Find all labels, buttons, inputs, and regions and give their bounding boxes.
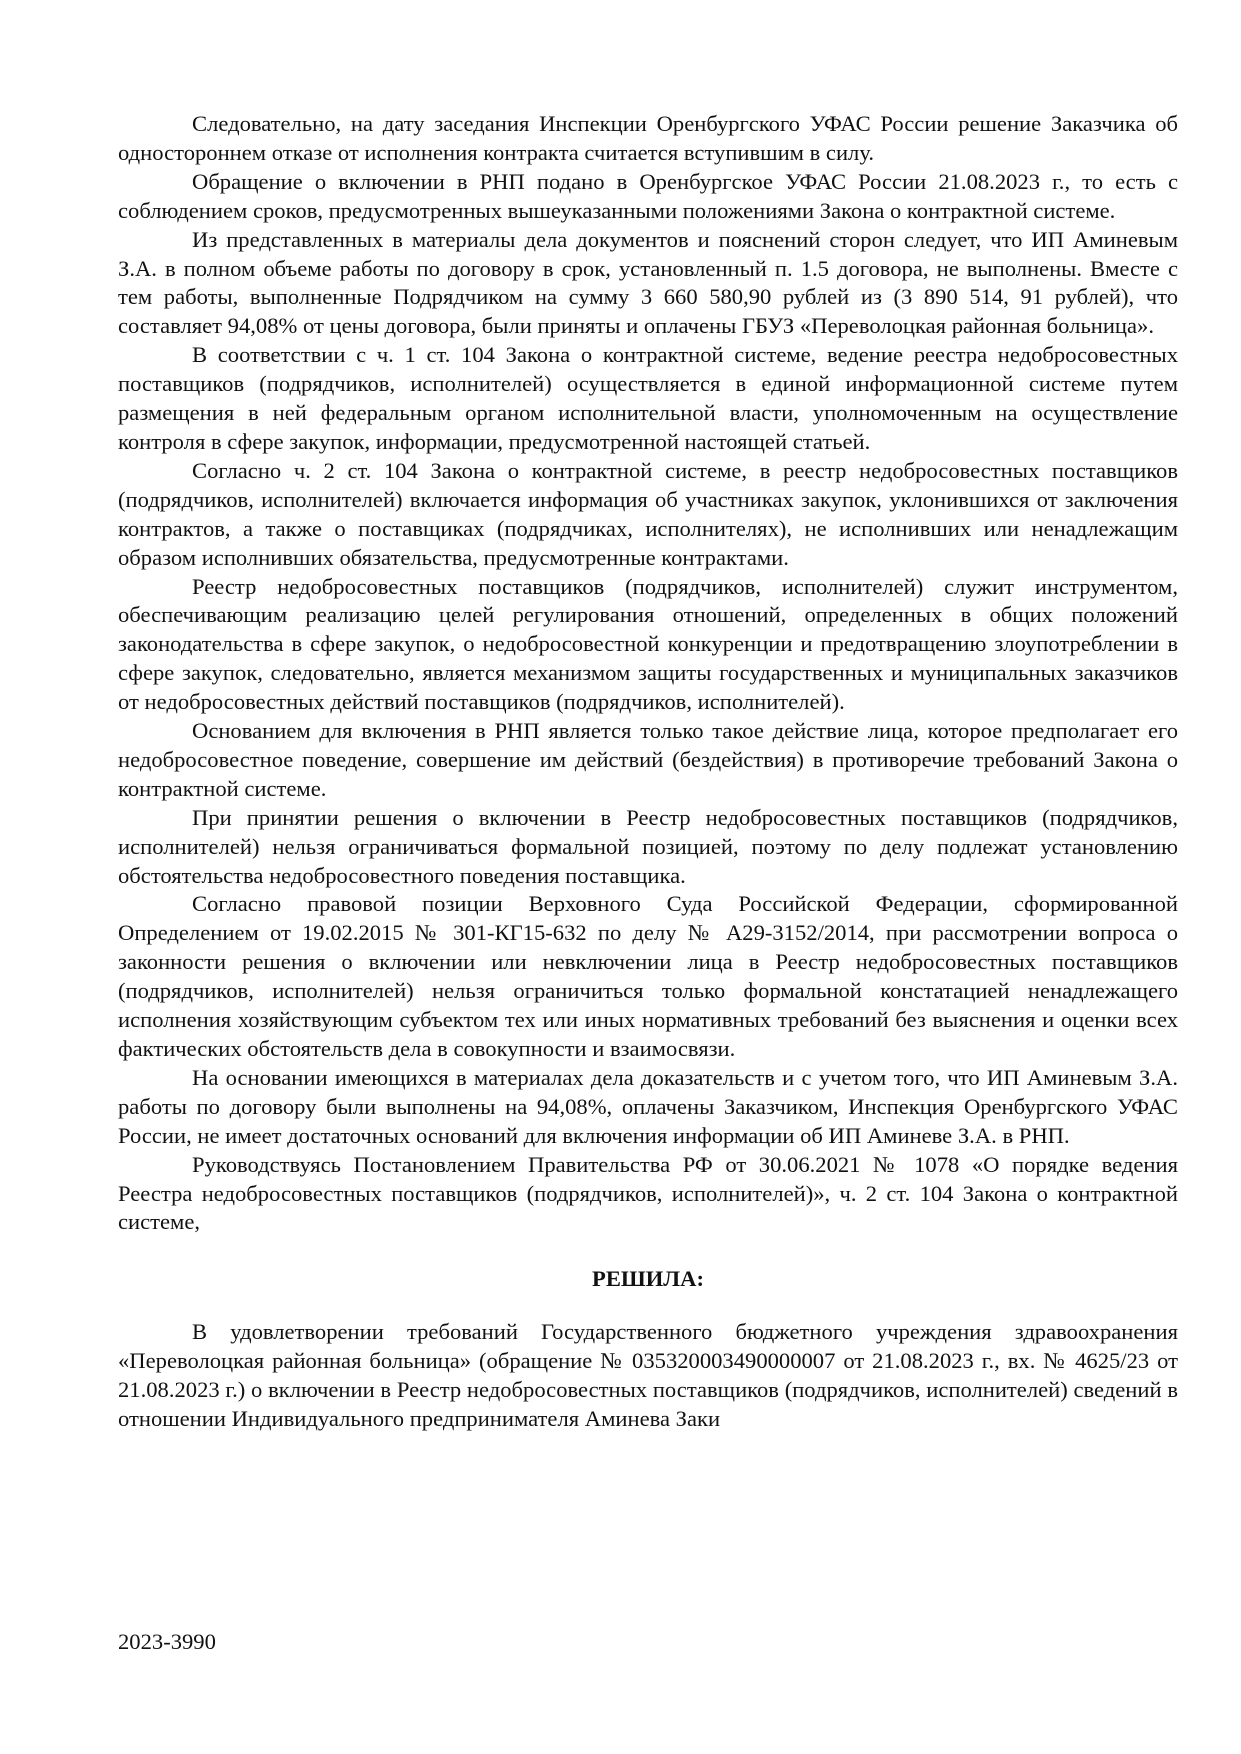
paragraph-decision: В удовлетворении требований Государственного бюджетного учреждения здравоохранения «Переволоцкая районная больница» (обращение № 035320003490000007 от 21.08.2023 г., вх. № 4625/23 от 21.08.2023 г.) о включении в Реестр недобросовестных поставщиков (подрядчиков, исполнителей) сведений в отношении Индивидуального предпринимателя Аминева Заки xyxy=(118,1319,1178,1431)
paragraph-evidence-conclusion: На основании имеющихся в материалах дела доказательств и с учетом того, что ИП Аминевым З.А. работы по договору были выполнены на 94,08%, оплачены Заказчиком, Инспекция Оренбургского УФАС России, не имеет достаточных оснований для включения информации об ИП Аминеве З.А. в РНП. xyxy=(118,1064,1178,1148)
paragraph-registry-maintenance: В соответствии с ч. 1 ст. 104 Закона о контрактной системе, ведение реестра недобросовестных поставщиков (подрядчиков, исполнителей) осуществляется в единой информационной системе путем размещения в ней федеральным органом исполнительной власти, уполномоченным на осуществление контроля в сфере закупок, информации, предусмотренной настоящей статьей. xyxy=(118,342,1178,454)
paragraph-formal-position: При принятии решения о включении в Реестр недобросовестных поставщиков (подрядчиков, исполнителей) нельзя ограничиваться формальной позицией, поэтому по делу подлежат установлению обстоятельства недобросовестного поведения поставщика. xyxy=(118,804,1178,888)
paragraph-registry-purpose: Реестр недобросовестных поставщиков (подрядчиков, исполнителей) служит инструментом, обеспечивающим реализацию целей регулирования отношений, определенных в общих положений законодательства в сфере закупок, о недобросовестной конкуренции и предотвращению злоупотреблении в сфере закупок, следовательно, является механизмом защиты государственных и муниципальных заказчиков от недобросовестных действий поставщиков (подрядчиков, исполнителей). xyxy=(118,573,1178,715)
decision-heading: РЕШИЛА: xyxy=(592,1266,704,1292)
spacer xyxy=(118,1237,1178,1265)
paragraph-decision-in-force: Следовательно, на дату заседания Инспекции Оренбургского УФАС России решение Заказчика об одностороннем отказе от исполнения контракта считается вступившим в силу. xyxy=(118,111,1178,165)
spacer xyxy=(118,1294,1178,1318)
document-footer-code: 2023-3990 xyxy=(118,1629,216,1654)
paragraph-registry-inclusion: Согласно ч. 2 ст. 104 Закона о контрактной системе, в реестр недобросовестных поставщиков (подрядчиков, исполнителей) включается информация об участниках закупок, уклонившихся от заключения контрактов, а также о поставщиках (подрядчиках, исполнителях), не исполнивших или ненадлежащим образом исполнивших обязательства, предусмотренные контрактами. xyxy=(118,457,1178,570)
document-body xyxy=(118,110,1178,1434)
paragraph-application-filed: Обращение о включении в РНП подано в Оренбургское УФАС России 21.08.2023 г., то есть с соблюдением сроков, предусмотренных вышеуказанными положениями Закона о контрактной системе. xyxy=(118,168,1178,223)
paragraph-supreme-court-position: Согласно правовой позиции Верховного Суда Российской Федерации, сформированной Определением от 19.02.2015 № 301-КГ15-632 по делу № А29-3152/2014, при рассмотрении вопроса о законности решения о включении или невключении лица в Реестр недобросовестных поставщиков (подрядчиков, исполнителей) нельзя ограничиться только формальной констатацией ненадлежащего исполнения хозяйствующим субъектом тех или иных нормативных требований без выяснения и оценки всех фактических обстоятельств дела в совокупности и взаимосвязи. xyxy=(118,891,1178,1061)
paragraph-work-performed: Из представленных в материалы дела документов и пояснений сторон следует, что ИП Аминевым З.А. в полном объеме работы по договору в срок, установленный п. 1.5 договора, не выполнены. Вместе с тем работы, выполненные Подрядчиком на сумму 3 660 580,90 рублей из (3 890 514, 91 рублей), что составляет 94,08% от цены договора, были приняты и оплачены ГБУЗ «Переволоцкая районная больница». xyxy=(118,226,1178,339)
paragraph-grounds-for-inclusion: Основанием для включения в РНП является только такое действие лица, которое предполагает его недобросовестное поведение, совершение им действий (бездействия) в противоречие требований Закона о контрактной системе. xyxy=(118,718,1178,801)
paragraph-legal-basis: Руководствуясь Постановлением Правительства РФ от 30.06.2021 № 1078 «О порядке ведения Реестра недобросовестных поставщиков (подрядчиков, исполнителей)», ч. 2 ст. 104 Закона о контрактной системе, xyxy=(118,1151,1178,1235)
